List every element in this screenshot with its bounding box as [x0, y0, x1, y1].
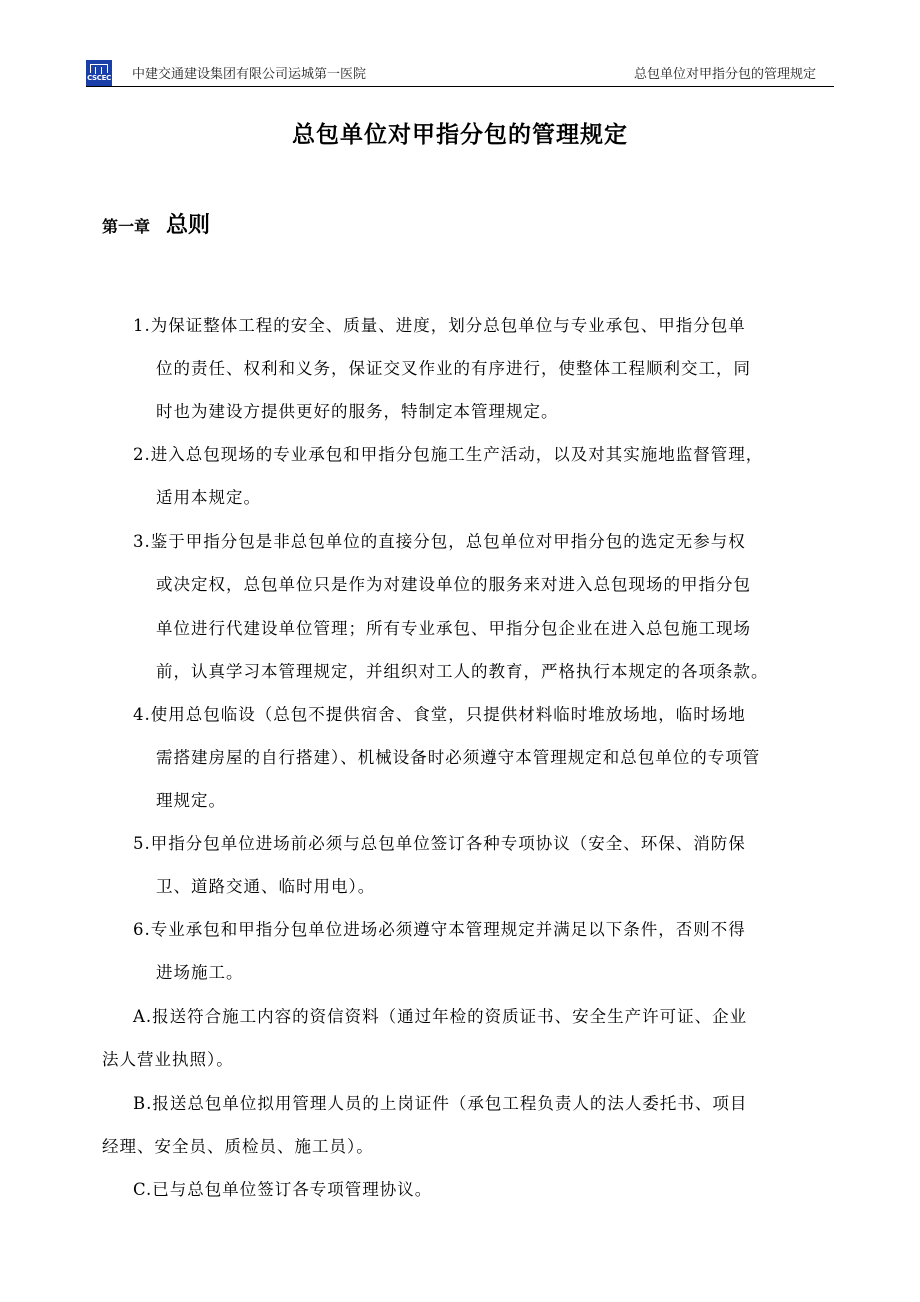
body-line: 3.鉴于甲指分包是非总包单位的直接分包，总包单位对甲指分包的选定无参与权 [133, 532, 746, 551]
chapter-name: 总则 [166, 213, 211, 238]
body-line: 单位进行代建设单位管理；所有专业承包、甲指分包企业在进入总包施工现场 [156, 619, 751, 638]
header-company-name: 中建交通建设集团有限公司运城第一医院 [132, 67, 367, 82]
page-header [86, 60, 834, 88]
body-line: 卫、道路交通、临时用电）。 [156, 877, 376, 896]
body-line: 2.进入总包现场的专业承包和甲指分包施工生产活动，以及对其实施地监督管理， [133, 445, 764, 464]
body-line: 经理、安全员、质检员、施工员）。 [102, 1137, 374, 1156]
body-line: 时也为建设方提供更好的服务，特制定本管理规定。 [156, 402, 559, 421]
chapter-heading [102, 208, 210, 245]
chapter-number: 第一章 [102, 217, 151, 236]
logo-text: CSCEC [87, 74, 111, 82]
body-line: 理规定。 [156, 791, 226, 810]
body-line: 法人营业执照）。 [102, 1050, 234, 1069]
document-title: 总包单位对甲指分包的管理规定 [292, 122, 628, 148]
header-document-name: 总包单位对甲指分包的管理规定 [633, 67, 816, 82]
header-divider [86, 86, 834, 87]
body-line: 位的责任、权利和义务，保证交叉作业的有序进行，使整体工程顺利交工，同 [156, 359, 751, 378]
body-line: 或决定权，总包单位只是作为对建设单位的服务来对进入总包现场的甲指分包 [156, 575, 751, 594]
body-line: 5.甲指分包单位进场前必须与总包单位签订各种专项协议（安全、环保、消防保 [133, 834, 746, 853]
company-logo [86, 60, 112, 87]
body-line: 1.为保证整体工程的安全、质量、进度，划分总包单位与专业承包、甲指分包单 [133, 316, 746, 335]
body-line: 前，认真学习本管理规定，并组织对工人的教育，严格执行本规定的各项条款。 [156, 662, 769, 681]
logo-mark [90, 64, 108, 73]
body-line: 适用本规定。 [156, 488, 261, 507]
body-line: C.已与总包单位签订各专项管理协议。 [133, 1180, 433, 1199]
body-line: 6.专业承包和甲指分包单位进场必须遵守本管理规定并满足以下条件，否则不得 [133, 920, 746, 939]
body-line: 4.使用总包临设（总包不提供宿舍、食堂，只提供材料临时堆放场地，临时场地 [133, 705, 746, 724]
body-line: 进场施工。 [156, 963, 244, 982]
body-line: A.报送符合施工内容的资信资料（通过年检的资质证书、安全生产许可证、企业 [133, 1007, 748, 1026]
body-line: B.报送总包单位拟用管理人员的上岗证件（承包工程负责人的法人委托书、项目 [133, 1094, 748, 1113]
body-line: 需搭建房屋的自行搭建）、机械设备时必须遵守本管理规定和总包单位的专项管 [156, 748, 761, 767]
